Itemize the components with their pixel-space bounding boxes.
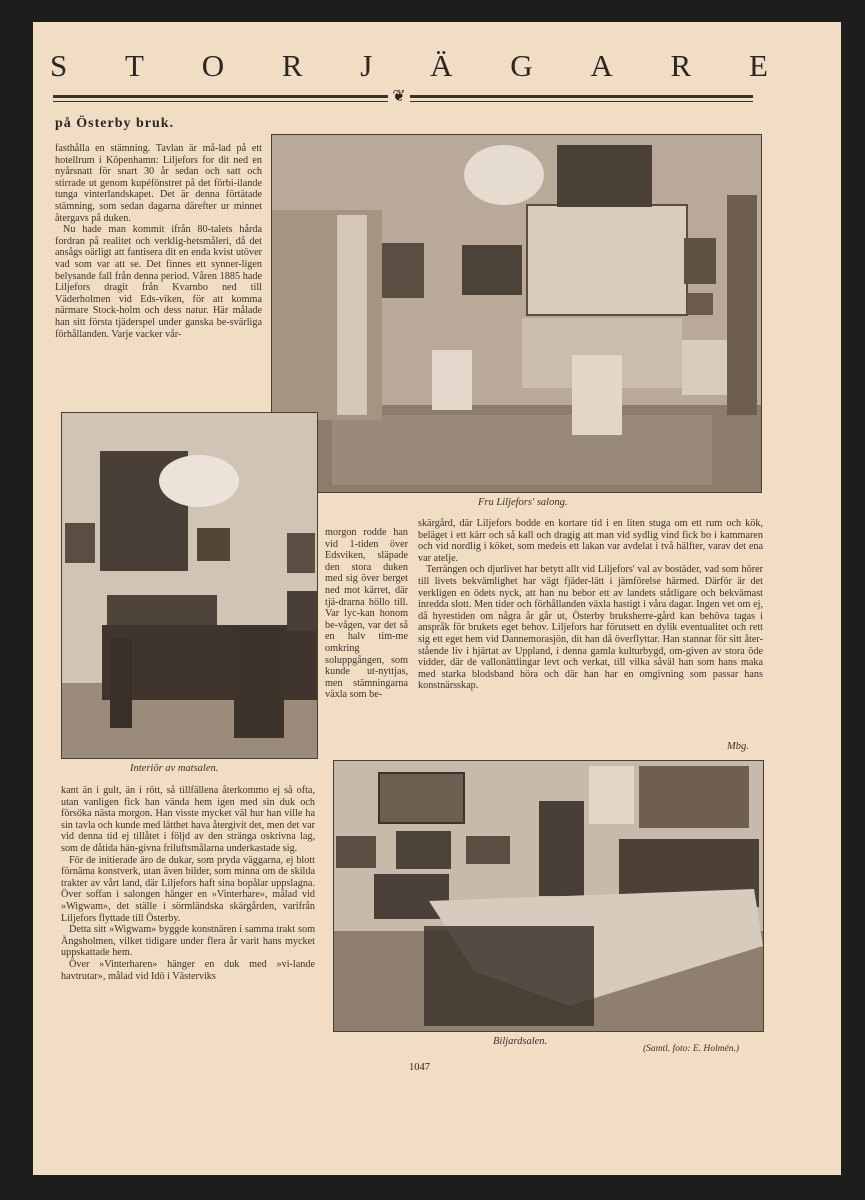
title-letter: R — [281, 48, 305, 83]
author-signature: Mbg. — [727, 741, 749, 752]
text-column-1 — [55, 143, 262, 340]
paragraph: Nu hade man kommit ifrån 80-talets hårda fordran på realitet och verklig-hetsmåleri, då det ansågs oärligt att fantisera dit en enda kvist utöver vad som var att se. Det finnes ett synner-ligen belysande fall från denna period. Våren 1885 hade Liljefors dragit från Kvarnbo ned till Väderholmen vid Eds-viken, för att komma närmare Stock-holm och dess natur. Här målade han sitt första tjäderspel under ganska be-svärliga förhållanden. Varje vacker vår- — [55, 224, 262, 340]
photo-caption: Interiör av matsalen. — [130, 763, 219, 774]
paragraph: kant än i gult, än i rött, så tillfällena återkommo ej så ofta, utan vanligen fick han vända hem igen med sin duk och försöka nästa morgon. Han visste mycket väl hur han ville ha sin tavla och kunde med lätthet hava återgivit det, men det var vid denna tid ej tillåtet i följd av den stränga oskrivna lag, som de dåtida hän-givna friluftsmålarna underkastade sig. — [61, 785, 315, 854]
page-title — [50, 48, 770, 84]
text-column-2 — [325, 527, 408, 701]
dining-room-photo — [61, 412, 318, 759]
title-letter: E — [748, 48, 770, 83]
title-letter: G — [510, 48, 535, 83]
title-letter: Ä — [430, 48, 455, 83]
photo-caption: Biljardsalen. — [493, 1036, 548, 1047]
paragraph: För de initierade äro de dukar, som pryda väggarna, ej blott förnäma konstverk, utan även bilder, som minna om de skilda trakter av vårt land, där Liljefors haft sina bopålar uppslagna. Över soffan i salongen hänger en »Vinterhare», målad vid »Wigwam», det ställe i sörmländska skärgården, varifrån Liljefors flyttade till Österby. — [61, 854, 315, 924]
title-letter: O — [201, 48, 227, 83]
text-column-3 — [418, 518, 763, 692]
title-letter: R — [670, 48, 694, 83]
paragraph: fasthålla en stämning. Tavlan är må-lad på ett hotellrum i Köpenhamn: Liljefors for dit ned en nyårsnatt för snart 30 år sedan och satt och stirrade ut genom kupéfönstret på det förbi-ilande tunga vinterlandskapet. Det är denna förtätade stämning, som sedan dagarna därefter ur minnet återgavs på duken. — [55, 143, 262, 224]
title-letter: T — [125, 48, 146, 83]
page-number: 1047 — [409, 1062, 430, 1073]
salon-photo — [271, 134, 762, 493]
paragraph: Terrängen och djurlivet har betytt allt vid Liljefors' val av bostäder, vad som hörer till livets bekvämlighet har vägt fjäder-lätt i jämförelse härmed. Därför är det verkligen en ödets nyck, att han nu bebor ett av landets ståtligare och bekvämast inredda slott. Men tider och förhållanden växla hastigt i våra dagar. Ingen vet om ej, då hyrestiden om några år går ut, Österby bruksherre-gård kan behöva tagas i anspråk för brukets eget behov. Liljefors har förutsett en dylik eventualitet och rett sig ett eget hem vid Dannemorasjön, dit han då överflyttar. Han stannar för sitt åter-stående liv i hjärtat av Uppland, i denna gamla kulturbygd, om-given av stora öde vidder, där de vallonättlingar levt och verkat, till vilka såväl han som hans maka med starka blodsband höra och där han har en omgivning som passar hans konstnärsskap. — [418, 564, 763, 692]
title-letter: J — [360, 48, 375, 83]
ornament-icon: ❦ — [388, 87, 410, 107]
paragraph: Detta sitt »Wigwam» byggde konstnären i samma trakt som Ängsholmen, vilket tidigare under flera år varit hans mycket uppskattade hem. — [61, 924, 315, 959]
paragraph: Över »Vinterharen» hänger en duk med »vi-lande havtrutar», målad vid Idö i Västerviks — [61, 958, 315, 982]
photo-caption: Fru Liljefors' salong. — [478, 497, 568, 508]
paragraph: skärgård, där Liljefors bodde en kortare tid i en liten stuga om ett rum och kök, beläget i ett kärr och så kall och dragig att man vid sydlig vind fick bo i kammaren och vid nordlig i köket, som medeis ett lakan var avdelat i två hälfter, varav det ena var atelje. — [418, 518, 763, 564]
billiard-room-photo — [333, 760, 764, 1032]
paragraph: morgon rodde han vid 1-tiden över Edsviken, släpade den stora duken med sig över berget ned mot kärret, där tjä-drarna höllo till. Var lyc-kan honom be-vågen, var det så en halv tim-me omkring soluppgången, som kunde ut-nyttjas, men stämningarna växla som be- — [325, 527, 408, 701]
title-letter: A — [590, 48, 615, 83]
title-letter: S — [50, 48, 70, 83]
photo-credit: (Samtl. foto: E. Holmén.) — [643, 1044, 740, 1054]
text-column-4 — [61, 785, 315, 982]
subtitle: på Österby bruk. — [55, 116, 175, 131]
